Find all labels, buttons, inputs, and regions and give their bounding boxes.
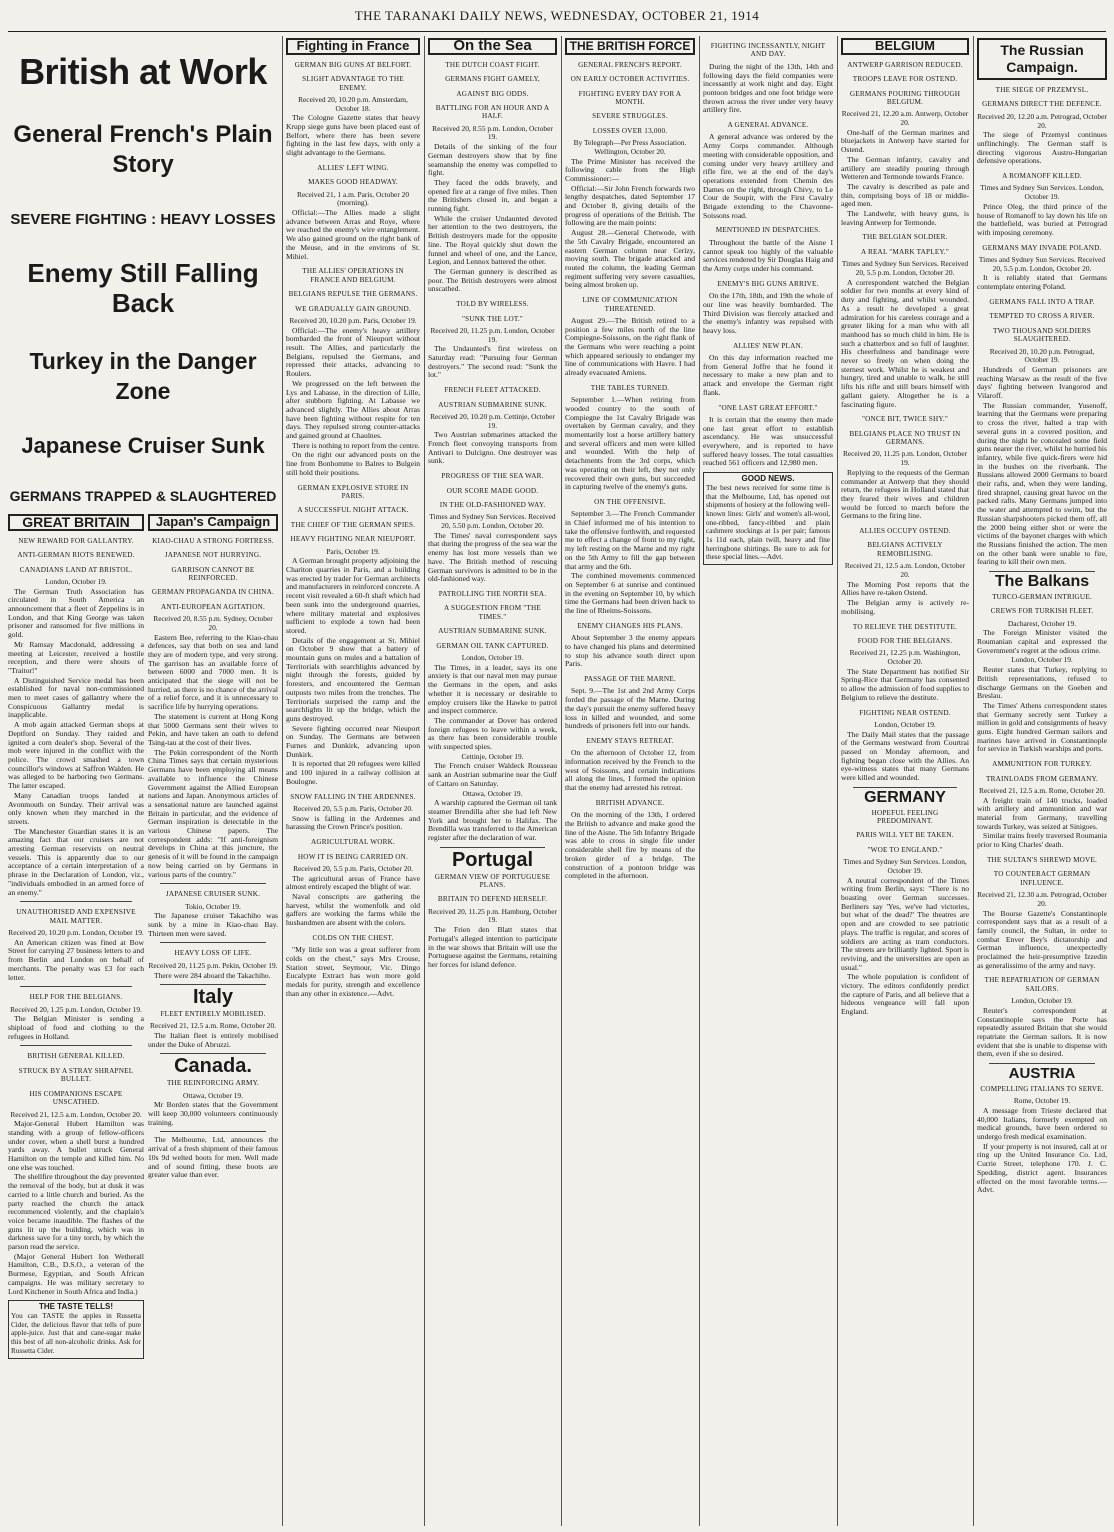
france-section (286, 36, 420, 1526)
dateline: Paris, October 19. (326, 546, 380, 556)
article-paragraph: Similar trains freely traversed Roumania prior to King Charles' death. (977, 831, 1107, 850)
article-paragraph: Sept. 9.—The 1st and 2nd Army Corps forded the passage of the Marne. During the day's pursuit the enemy suffered heavy loss in killed and wounded, and some hundreds of prisoners fell into our hands. (565, 686, 695, 731)
article-paragraph: It is reliably stated that Germans contemplate entering Poland. (977, 273, 1107, 292)
article-paragraph: Mr Ramsay Macdonald, addressing a meeting at Leicester, received a hostile reception, and there were shouts of "Traitor!" (8, 639, 144, 675)
subheading: GERMANS FALL INTO A TRAP. (989, 297, 1095, 306)
article-paragraph: Reuter's correspondent at Constantinople says the Porte has repeatedly assured Britain that she would repatriate the German sailors. It is now evident that she is unable to dispense with them, even if she so desired. (977, 1005, 1107, 1059)
british-force-section (565, 36, 695, 1526)
front-headlines (8, 40, 278, 505)
subheading: AMMUNITION FOR TURKEY. (992, 760, 1092, 769)
subheading: WE GRADUALLY GAIN GROUND. (295, 304, 411, 313)
subheading: HEAVY LOSS OF LIFE. (174, 949, 252, 958)
subheading: GERMAN EXPLOSIVE STORE IN PARIS. (297, 483, 409, 500)
portugal-heading: Portugal (451, 848, 534, 871)
japan-section (148, 512, 278, 1526)
subheading: TEMPTED TO CROSS A RIVER. (989, 312, 1095, 321)
balkans-heading: The Balkans (994, 573, 1090, 591)
ad-text: The best news received for some time is that the Melbourne, Ltd, has opened out shipments of hosiery at the following well-known lines: Girls' and women's all-wool, one-ribbed, fancy-ribbed and plain cashmere stockings at 1s per pair; famous 1s 11d each, plain twill, heavy and fine herringbone shirtings. Be sure to ask for these special lines.—Advt. (706, 483, 830, 562)
subheading: MAKES GOOD HEADWAY. (308, 178, 398, 187)
article-paragraph: The Belgian Minister is sending a shipload of food and clothing to the refugees in Holland. (8, 1014, 144, 1041)
subheading: CANADIANS LAND AT BRISTOL. (19, 565, 133, 574)
subheading: STRUCK BY A STRAY SHRAPNEL BULLET. (18, 1066, 134, 1084)
subheading: THE BELGIAN SOLDIER. (862, 233, 948, 242)
section-rule (989, 571, 1095, 572)
subheading: ENEMY'S BIG GUNS ARRIVE. (717, 279, 819, 288)
subheading: ANTWERP GARRISON REDUCED. (847, 60, 963, 69)
article-paragraph: The Italian fleet is entirely mobilised under the Duke of Abruzzi. (148, 1031, 278, 1049)
dateline: Received 20, 10.20 p.m. London, October 19. (8, 928, 144, 938)
subheading: PARIS WILL YET BE TAKEN. (856, 831, 954, 840)
subheading: ALLIES' NEW PLAN. (733, 341, 803, 350)
column-rule (699, 36, 700, 1526)
headline-japanese-cruiser: Japanese Cruiser Sunk (21, 433, 265, 458)
subheading: GERMANS MAY INVADE POLAND. (982, 243, 1102, 252)
subheading: OUR SCORE MADE GOOD. (446, 486, 539, 495)
dateline: Times and Sydney Sun Services. Received 20, 5.5 p.m. London, October 20. (841, 259, 969, 277)
dateline: Received 21, 12.20 a.m. Antwerp, October 20. (841, 109, 969, 128)
dateline: Times and Sydney Sun Services. London, October 19. (980, 183, 1104, 202)
article-paragraph: Two Austrian submarines attacked the French fleet convoying transports from Antivari to Dulcigno. One destroyer was sunk. (428, 430, 557, 466)
subheading: TOLD BY WIRELESS. (456, 300, 529, 309)
article-paragraph: Reuter states that Turkey, replying to British representations, refused to discharge Germans on the Goeben and Breslau. (977, 665, 1107, 701)
subheading: AGRICULTURAL WORK. (311, 838, 395, 847)
subheading: GERMANS FIGHT GAMELY, (445, 75, 540, 84)
subheading: FOOD FOR THE BELGIANS. (857, 636, 953, 645)
article-paragraph: The Morning Post reports that the Allies have re-taken Ostend. (841, 579, 969, 598)
article-paragraph: Details of the engagement at St. Mihiel on October 9 show that a battery of mountain guns on mules and a battalion of Territorials with searchlights advanced by night through the forests, guided by foresters, and encountered the German outposts two miles from the trenches. The Territorials surprised the camp and the searchlights lit up the bridge, which the guns destroyed. (286, 635, 420, 723)
russia-heading: The Russian Campaign. (977, 38, 1107, 80)
article-paragraph: During the night of the 13th, 14th and following days the field companies were incessantly at work night and day. Eight pontoon bridges and one foot bridge were thrown across the river under very heavy artillery fire. (703, 61, 833, 115)
subheading: THE REPATRIATION OF GERMAN SAILORS. (984, 976, 1100, 993)
article-paragraph: Official:—The Allies made a slight advance between Arras and Roye, where we reached the enemy's wire entanglement. We also gained ground on the right bank of the Meuse, and in the environs of St. Mihiel. (286, 208, 420, 261)
article-paragraph: An American citizen was fined at Bow Street for carrying 27 business letters to and from Berlin and London on behalf of merchants. The penalty was £3 for each letter. (8, 937, 144, 982)
article-paragraph: The German Truth Association has circulated in South America an announcement that a fleet of Zeppelins is in London, and that King George was taken prisoner and ransomed for five millions in gold. (8, 586, 144, 640)
germany-heading: GERMANY (864, 788, 946, 806)
article-paragraph: The shellfire throughout the day prevented the removal of the body, but at dusk it was carried to a little church and buried. As the party reached the church the attack recommenced violently, and the chaplain's voice became inaudible. The flashes of the guns lit up the building, which was in darkness save for a tiny torch, by which the parson read the service. (8, 1172, 144, 1252)
sea-heading: On the Sea (428, 38, 557, 55)
subheading: ENEMY CHANGES HIS PLANS. (577, 621, 683, 630)
subheading: PROGRESS OF THE SEA WAR. (441, 472, 544, 481)
dateline: Received 20, 10.20 p.m. Paris, October 19. (289, 315, 417, 325)
headline-enemy-falling-back: Enemy Still Falling Back (27, 258, 259, 318)
article-paragraph: A warship captured the German oil tank steamer Brendilla after she had left New York and brought her to Halifax. The Brendilla was transferred to the American register after the declaration of war. (428, 798, 557, 843)
article-paragraph: The Manchester Guardian states it is an amazing fact that our cruisers are not arresting German reservists on neutral vessels. This is apparently due to our acceptance of a certain interpretation of a phrase in the Declaration of London, viz., "individuals embodied in an armed force of an enemy." (8, 826, 144, 897)
dateline: Received 20, 10.20 p.m. Cettinje, October 19. (430, 411, 555, 430)
subheading: THE SULTAN'S SHREWD MOVE. (986, 855, 1098, 864)
subheading: THE TABLES TURNED. (590, 383, 670, 392)
article-paragraph: There were 284 aboard the Takachiho. (154, 970, 271, 980)
article-paragraph: The Daily Mail states that the passage of the Germans westward from Courtrai passed on Monday afternoon, and fighting began close with the Allies. An eye-witness states that many Germans were killed and wounded. (841, 729, 969, 783)
subheading: BRITAIN TO DEFEND HERSELF. (437, 895, 548, 904)
advertisement: The Melbourne, Ltd, announces the arrival of a fresh shipment of their famous 10s 9d welted boots for men. Well made and of sound fitting, these boots are greater value than ever. (148, 1135, 278, 1180)
advertisement (8, 1300, 144, 1358)
belgium-heading: BELGIUM (841, 38, 969, 55)
subheading: THE SIEGE OF PRZEMYSL. (995, 86, 1089, 94)
article-paragraph: August 28.—General Chetwode, with the 5th Cavalry Brigade, encountered an eastern German column near Cerizy, moving south. The brigade attacked and routed the column, the leading German regiment suffering very severe casualties, being almost broken up. (565, 228, 695, 290)
subheading: ANTI-EUROPEAN AGITATION. (160, 602, 266, 611)
subheading: HOW IT IS BEING CARRIED ON. (297, 852, 409, 861)
section-rule (160, 942, 266, 943)
article-paragraph: It is reported that 20 refugees were killed and 100 injured in a railway collision at Boulogne. (286, 759, 420, 786)
article-paragraph: The German gunnery is described as poor. The British destroyers were almost unscathed. (428, 266, 557, 294)
subheading: ALLIES' LEFT WING. (317, 163, 389, 172)
article-paragraph: The cavalry is described as pale and thin, comprising boys of 18 or middle-aged men. (841, 181, 969, 209)
section-rule (20, 1045, 132, 1046)
dateline: Received 21, 12.5 a.m. Rome, October 20. (978, 785, 1106, 795)
article-paragraph: The Undaunted's first wireless on Saturday read: "Pursuing four German destroyers." The second read: "Sunk the lot." (428, 344, 557, 380)
article-paragraph: The State Department has notified Sir Spring-Rice that Germany has consented to allow the admission of food supplies to Belgium to relieve the destitute. (841, 666, 969, 702)
section-rule (20, 986, 132, 987)
dateline: London, October 19. (1011, 996, 1073, 1006)
dateline: Tokio, October 19. (185, 901, 241, 911)
subheading: "SUNK THE LOT." (461, 314, 524, 323)
dateline: By Telegraph—Per Press Association. Wellington, October 20. (573, 138, 687, 156)
headline-british-at-work: British at Work (19, 51, 267, 92)
article-paragraph: Official:—The enemy's heavy artillery bombarded the front of Nieuport without result. The Allies, and particularly the Belgians, repulsed the Germans, and repressed their attacks, advancing to Roulers. (286, 325, 420, 379)
subheading: GERMAN OIL TANK CAPTURED. (436, 641, 549, 650)
subheading: HIS COMPANIONS ESCAPE UNSCATHED. (29, 1089, 123, 1107)
subheading: TROOPS LEAVE FOR OSTEND. (852, 75, 958, 84)
subheading: ON EARLY OCTOBER ACTIVITIES. (570, 75, 690, 84)
subheading: GERMAN PROPAGANDA IN CHINA. (151, 588, 275, 597)
subheading: GERMAN BIG GUNS AT BELFORT. (294, 60, 412, 69)
article-paragraph: A mob again attacked German shops at Deptford on Sunday. They raided and ignited a corn dealer's shop. Several of the mob were injured in the conflict with the police. The crowd smashed a town councillor's windows at Saffron Walden. He was alleged to be harboring two Germans. The latter escaped. (8, 720, 144, 791)
section-rule (989, 1063, 1095, 1064)
subheading: UNAUTHORISED AND EXPENSIVE MAIL MATTER. (16, 908, 136, 925)
subheading: ON THE OFFENSIVE. (594, 497, 666, 506)
british-force-continued (703, 36, 833, 1526)
article-paragraph: A German brought property adjoining the Chariton quarries in Paris, and a building was erected by trader for German architects and manufacturers in reinforced concrete. A recent visit revealed a 60-ft shaft which had been sunk into the underground quarries, where military material and explosives sufficient to explode a town had been stored. (286, 556, 420, 635)
dateline: London, October 19. (1011, 655, 1073, 665)
article-paragraph: The Cologne Gazette states that heavy Krupp siege guns have been placed east of Belfort, where there has been severe fighting in the last few days, with only a slight advantage to the Germans. (286, 113, 420, 158)
article-paragraph: Eastern Bee, referring to the Kiao-chau defences, say that both on sea and land they are of modern type, and very strong. The garrison has an available force of between 6000 and 7000 men. It is anticipated that the siege will not be hurried, as there is no chance of the arrival of a relief force, and it is unnecessary to sacrifice life by hurrying operations. (148, 632, 278, 712)
column-rule (424, 36, 425, 1526)
article-paragraph: The statement is current at Hong Kong that 5000 Germans sent their wives to Pekin, and have taken an oath to defend Tsing-tau at the cost of their lives. (148, 711, 278, 747)
subheading: FRENCH FLEET ATTACKED. (444, 386, 541, 395)
article-paragraph: While the cruiser Undaunted devoted her attention to the two destroyers, the British destroyers made for the opposite line. The Royal quickly shut down the funnel and wheel of one, and the Lance, Legion, and Lennox battered the other. (428, 213, 557, 267)
dateline: Dacharest, October 19. (1007, 618, 1077, 628)
section-rule (160, 984, 266, 985)
article-paragraph: Details of the sinking of the four German destroyers show that by fine seamanship the enemy was compelled to fight. (428, 142, 557, 178)
austria-heading: AUSTRIA (1008, 1065, 1076, 1083)
article-paragraph: The Foreign Minister visited the Roumanian capital and expressed the Government's regret at the odious crime. (977, 628, 1107, 655)
subheading: GARRISON CANNOT BE REINFORCED. (171, 565, 255, 582)
article-paragraph: The Pekin correspondent of the North China Times says that certain mysterious Germans have been employing all means available to influence the Chinese Government against the Allied European nations and Japan. Anonymous articles of a sensational nature are launched against Britain in particular, and the evidence of German inspiration is detectable in the various Chinese papers. The correspondent adds: "If anti-foreignism develops in China at this juncture, the genesis of it will be found in the campaign now being carried on by Germans in various parts of the country." (148, 747, 278, 879)
subheading: THE DUTCH COAST FIGHT. (445, 60, 540, 69)
subheading: A GENERAL ADVANCE. (727, 121, 809, 130)
subheading: GERMANS DIRECT THE DEFENCE. (982, 100, 1102, 109)
dateline: Received 20, 1.25 p.m. London, October 19. (10, 1004, 142, 1014)
sea-section (428, 36, 557, 1526)
article-paragraph: The Bourse Gazette's Constantinople correspondent says that as a result of a family council, the Sultan, in order to combat Enver Bey's dictatorship and German influence, unexpectedly proclaimed the heir-presumptive Izzedin as generalissimo of the army and navy. (977, 908, 1107, 970)
section-rule (440, 847, 545, 848)
subheading: AGAINST BIG ODDS. (456, 89, 529, 98)
dateline: Times and Sydney Sun Services. London, October 19. (843, 857, 967, 875)
article-paragraph: The combined movements commenced on September 6 at sunrise and continued in the evening on September 10, by which time the Germans had been driven back to the line of Rheims-Soissons. (565, 571, 695, 616)
subheading: LINE OF COMMUNICATION THREATENED. (582, 296, 678, 313)
subheading: IN THE OLD-FASHIONED WAY. (439, 500, 546, 509)
dateline: London, October 19. (45, 576, 107, 586)
article-paragraph: The Belgian army is actively re-mobilising. (841, 598, 969, 616)
canada-heading: Canada. (174, 1055, 252, 1078)
dateline: Received 20, 11.25 p.m. Hamburg, October 19. (428, 906, 557, 925)
subheading: THE REINFORCING ARMY. (166, 1079, 260, 1088)
article-paragraph: On the 17th, 18th, and 19th the whole of our line was heavily bombarded. The Third Division was fiercely attacked and the enemy's infantry was repulsed with heavy loss. (703, 291, 833, 335)
article-paragraph: Many Canadian troops landed at Avonmouth on Sunday. Their arrival was only known when they marched in the streets. (8, 790, 144, 826)
article-paragraph: There is nothing to report from the centre. (292, 440, 420, 450)
article-paragraph: They faced the odds bravely, and opened fire at a range of five miles. Then the Britishers closed in, and began a running fight. (428, 177, 557, 214)
subheading: COMPELLING ITALIANS TO SERVE. (980, 1084, 1104, 1093)
advertisement: "My little son was a great sufferer from colds on the chest," says Mrs Crouse, Station street, Seymour, Vic. Dingo Eucalypte Extract has won more gold medals for purity, strength and excellence than any other in existence.—Advt. (286, 945, 420, 998)
article-paragraph: The Russian commander, Yusenoff, learning that the Germans were preparing to cross the river, halted a trap with several guns in a covered position, and during the night he concealed some field guns nearer the river, whilst he hurried his infantry, while five quick-firers were hid in the bushes on the riverbank. The Russians allowed 2000 Germans to board their rafts, and, when they were landing, fired shrapnel, causing great havoc on the packed rafts. Many Germans jumped into the water and attempted to swim, but the Russian sharpshooters picked them off, all the 2000 being either shot or were the victims of the bayonet charges with which the Russians finished the action. The men on the other bank were unable to fire, fearing to kill their own men. (977, 400, 1107, 567)
article-paragraph: We progressed on the left between the Lys and Labasse, in the direction of Lille, after stubborn fighting. At Labasse we advanced slightly. The Allies about Arras have been fighting without respite for ten days. They repulsed strong counter-attacks and gained ground at Chaulnes. (286, 378, 420, 441)
dateline: London, October 19. (874, 719, 936, 729)
article-paragraph: One-half of the German marines and bluejackets in Antwerp have started for Ostend. (841, 127, 969, 155)
article-paragraph: The Times' naval correspondent says that during the progress of the sea war the enemy has lost more vessels than we have. The British method of rescuing German survivors is admitted to be in the old-fashioned way. (428, 530, 557, 584)
masthead-rule (8, 31, 1106, 32)
section-rule (160, 883, 266, 884)
article-paragraph: The Prime Minister has received the following cable from the High Commissioner:— (565, 156, 695, 183)
subheading: "ONCE BIT, TWICE SHY." (862, 415, 948, 424)
italy-heading: Italy (192, 986, 234, 1009)
dateline: Received 20, 8.55 p.m. London, October 19. (432, 123, 553, 142)
article-paragraph: A freight train of 140 trucks, loaded with artillery and ammunition and war material from Germany, travelling towards Turkey, was seized at Sinigoes. (977, 795, 1107, 831)
dateline: Received 21, 12.5 a.m. Rome, October 20. (149, 1021, 277, 1031)
subheading: TWO THOUSAND SOLDIERS SLAUGHTERED. (993, 326, 1091, 344)
article-paragraph: September 1.—When retiring from wooded country to the south of Compiegne the 1st Cavalry Brigade was overtaken by German cavalry, and they momentarily lost a horse artillery battery and several officers and men were killed and wounded. With the help of detachments from the 3rd corps, which was operating on their left, they not only recovered their own guns, but succeeded in capturing twelve of the enemy's guns. (565, 395, 695, 492)
dateline: Received 21, 12.25 p.m. Washington, October 20. (849, 648, 961, 667)
subheading: THE CHIEF OF THE GERMAN SPIES. (290, 520, 416, 529)
subheading: BELGIANS REPULSE THE GERMANS. (288, 290, 418, 299)
column-rule (561, 36, 562, 1526)
dateline: Received 20, 11.25 p.m. London, October 19. (842, 449, 968, 468)
subheading: A SUCCESSFUL NIGHT ATTACK. (297, 506, 409, 515)
headline-turkey: Turkey in the Danger Zone (29, 348, 257, 404)
subheading: "ONE LAST GREAT EFFORT." (718, 403, 818, 412)
great-britain-section (8, 512, 144, 1526)
headline-germans-trapped: GERMANS TRAPPED & SLAUGHTERED (9, 488, 277, 504)
dateline: Times and Sydney Sun Services. Received 20, 5.50 p.m. London, October 20. (429, 512, 556, 531)
subheading: "WOE TO ENGLAND." (867, 845, 943, 854)
subheading: THE ALLIES' OPERATIONS IN FRANCE AND BELGIUM. (302, 267, 404, 284)
dateline: Received 21, 12.5 a.m. London, October 20. (844, 561, 966, 579)
dateline: Received 20, 5.5 p.m. Paris, October 20. (293, 803, 413, 813)
article-paragraph: Mr Borden states that the Government will keep 30,000 volunteers continuously training. (148, 1100, 278, 1127)
dateline: Received 20, 11.25 p.m. London, October 19. (430, 325, 555, 344)
subheading: TO COUNTERACT GERMAN INFLUENCE. (993, 870, 1091, 887)
dateline: Ottawa, October 19. (462, 788, 523, 798)
russia-section (977, 36, 1107, 1526)
subheading: TO RELIEVE THE DESTITUTE. (852, 622, 958, 631)
subheading: COLDS ON THE CHEST. (312, 933, 394, 942)
subheading: KIAO-CHAU A STRONG FORTRESS. (152, 536, 274, 545)
subheading: GERMANS POURING THROUGH BELGIUM. (849, 89, 961, 106)
column-rule (282, 36, 283, 1526)
article-paragraph: The whole population is confident of victory. The editors confidently predict the capture of Paris, and all believe that a hideous vengeance will fall upon England. (841, 972, 969, 1017)
subheading: HEAVY FIGHTING NEAR NIEUPORT. (290, 535, 416, 544)
subheading: AUSTRIAN SUBMARINE SUNK. (438, 400, 547, 409)
subheading: BELGIANS ACTIVELY REMOBILISING. (867, 541, 943, 558)
dateline: Ottawa, October 19. (183, 1090, 243, 1100)
subheading: ENEMY STAYS RETREAT. (586, 736, 674, 745)
section-rule (160, 1131, 266, 1132)
dateline: Cettinje, October 19. (461, 751, 524, 761)
advertisement (703, 472, 833, 565)
subheading: AUSTRIAN SUBMARINE SUNK. (438, 627, 547, 636)
ad-title: THE TASTE TELLS! (38, 1302, 114, 1312)
subheading: TRAINLOADS FROM GERMANY. (986, 774, 1098, 783)
dateline: Received 20, 10.20 p.m. Petrograd, October 19. (989, 346, 1095, 365)
article-paragraph: Replying to the requests of the German commander at Antwerp that they should return, the refugees in Holland stated that they feared their wives and children would be forced to march before the Germans to the firing line. (841, 467, 969, 521)
section-rule (20, 901, 132, 902)
dateline: Received 20, 8.55 p.m. Sydney, October 20. (153, 614, 273, 632)
article-paragraph: On the afternoon of October 12, from information received by the French to the west of Soissons, and certain indications all along the lines, I formed the opinion that the enemy had arrested his retreat. (565, 748, 695, 793)
article-paragraph: A correspondent watched the Belgian soldier for two months at every kind of duty and fighting, and whilst wounded. As a result he developed a great admiration for his careless courage and a greater liking for a man who with all manhood has so much child in him. He is such a chatterbox and so full of laughter. His cheerfulness and bandinage were never so freely on when doing the sternest work. Whilst he is weakest and hungry, tired and unable to walk, he still lifts his rifle and still bears himself with gallant gaiety. Altogether he is a fascinating figure. (841, 277, 969, 409)
article-paragraph: The Times' Athens correspondent states that Germany secretly sent Turkey a million in gold and consignments of heavy guns. Eight hundred German sailors and marines have arrived in Constantinople for service in Turkish warships and ports. (977, 700, 1107, 754)
subheading: BELGIANS PLACE NO TRUST IN GERMANS. (849, 429, 961, 447)
section-rule (160, 1053, 266, 1054)
subheading: JAPANESE NOT HURRYING. (164, 551, 262, 560)
article-paragraph: The Frien den Blatt states that Portugal's alleged intention to participate in the war shows that Britain will use the Portuguese against the Germans, retaining her forces for island defence. (428, 925, 557, 969)
dateline: Times and Sydney Sun Services. Received 20, 5.5 p.m. London, October 20. (978, 255, 1106, 273)
subheading: JAPANESE CRUISER SUNK. (165, 890, 261, 899)
article-paragraph: On the right our advanced posts on the line from Bonhomme to Balres to Bulgein still hold their positions. (286, 450, 420, 477)
subheading: SLIGHT ADVANTAGE TO THE ENEMY. (302, 75, 404, 92)
subheading: ANTI-GERMAN RIOTS RENEWED. (17, 551, 135, 560)
subheading: HELP FOR THE BELGIANS. (29, 993, 123, 1002)
article-paragraph: The siege of Przemysl continues unflinchingly. The German staff is directing vigorous Austro-Hungarian defensive operations. (977, 130, 1107, 166)
article-paragraph: On the morning of the 13th, I ordered the British to advance and make good the line of the Aisne. The 5th Infantry Brigade was able to cross in single file under considerable shell fire by means of the broken girder of a bridge. The construction of a pontoon bridge was completed in the afternoon. (565, 810, 695, 881)
subheading: A SUGGESTION FROM "THE TIMES." (444, 604, 541, 621)
article-paragraph: Prince Oleg, the third prince of the house of Romanoff to lay down his life on the battlefield, was buried at Petrograd with imposing ceremony. (977, 201, 1107, 237)
british-force-heading: THE BRITISH FORCE (565, 38, 695, 55)
subheading: SEVERE STRUGGLES. (592, 112, 668, 121)
dateline: Received 20, 11.25 p.m. Pekin, October 19. (148, 960, 278, 970)
dateline: Rome, October 19. (1013, 1096, 1071, 1106)
subheading: NEW REWARD FOR GALLANTRY. (18, 536, 134, 545)
subheading: BRITISH GENERAL KILLED. (27, 1052, 125, 1061)
subheading: MENTIONED IN DESPATCHES. (715, 226, 821, 235)
article-paragraph: Hundreds of German prisoners are reaching Warsaw as the result of the five days' fighting between Ivangorod and Vilaroff. (977, 364, 1107, 401)
article-paragraph: The agricultural areas of France have almost entirely escaped the blight of war. (286, 873, 420, 892)
headline-general-french: General French's Plain Story (13, 121, 273, 178)
subheading: PASSAGE OF THE MARNE. (584, 675, 676, 684)
masthead: THE TARANAKI DAILY NEWS, WEDNESDAY, OCTOBER 21, 1914 (354, 8, 760, 23)
france-heading: Fighting in France (286, 38, 420, 55)
article-paragraph: (Major General Hubert Ion Wetherall Hamilton, C.B., D.S.O., a veteran of the Burmese, Egyptian, and South African campaigns. He was military secretary to Lord Kitchener in South Africa and India.) (8, 1251, 144, 1296)
dateline: Received 20, 10.20 p.m. Amsterdam, October 18. (298, 94, 408, 113)
column-rule (973, 36, 974, 1526)
subheading: A REAL "MARK TAPLEY." (860, 247, 950, 256)
article-paragraph: Snow is falling in the Ardennes and harassing the Crown Prince's position. (286, 813, 420, 832)
article-paragraph: August 29.—The British retired to a position a few miles north of the line Compiegne-Soissons, on the right flank of the Germans who were reaching a point which appeared seriously to endanger my line of communications with Havre. I had already evacuated Amiens. (565, 315, 695, 378)
dateline: Received 20, 12.20 a.m. Petrograd, October 20. (977, 111, 1107, 130)
article-paragraph: The commander at Dover has ordered foreign refugees to leave within a week, as there has been considerable trouble with suspected spies. (428, 715, 557, 752)
article-paragraph: Throughout the battle of the Aisne I cannot speak too highly of the valuable services rendered by Sir Douglas Haig and the Army corps under his command. (703, 237, 833, 273)
dateline: London, October 19. (461, 653, 524, 663)
subheading: FIGHTING INCESSANTLY, NIGHT AND DAY. (710, 42, 826, 59)
article-paragraph: It is certain that the enemy then made one last great effort to establish ascendancy. He was unsuccessful everywhere, and is reported to have suffered heavy losses. The total casualties reached 561 officers and 12,980 men. (703, 414, 833, 468)
section-rule (853, 787, 957, 788)
article-paragraph: A general advance was ordered by the Army Corps commander. Although meeting with considerable opposition, and coming under very heavy artillery and rifle fire, we at the end of the day's operations extended from Chemin des Dames on the right, through Chivy, to Le Cour de Soupir, with the First Cavalry Brigade extending to the Chavonne-Soissons road. (703, 132, 833, 220)
subheading: LOSSES OVER 13,000. (592, 126, 668, 135)
great-britain-heading: GREAT BRITAIN (8, 514, 144, 531)
article-paragraph: A neutral correspondent of the Times writing from Berlin, says: "There is no boasting over German successes. Berliners say 'Yes, we've had victories, but what of the dead?' The theatres are open and are crowded to see patriotic plays. The traffic is regular, and scores of soldiers are acting as tram conductors. The streets are brilliantly lighted. Sport is reviving, and the universities are open as usual." (841, 875, 969, 972)
subheading: GERMAN VIEW OF PORTUGUESE PLANS. (434, 872, 551, 889)
article-paragraph: The Japanese cruiser Takachiho was sunk by a mine in Kiao-chau Bay. Thirteen men were saved. (148, 911, 278, 938)
subheading: BATTLING FOR AN HOUR AND A HALF. (435, 103, 550, 121)
article-paragraph: Naval conscripts are gathering the harvest, whilst the womenfolk and old gaffers are working the farms while the husbandmen are absent with the colors. (286, 892, 420, 928)
article-paragraph: About September 3 the enemy appears to have changed his plans and determined to stop his advance south direct upon Paris. (565, 633, 695, 669)
japan-heading: Japan's Campaign (148, 514, 278, 531)
article-paragraph: The Landwehr, with heavy guns, is leaving Antwerp for Termonde. (841, 209, 969, 227)
article-paragraph: Major-General Hubert Hamilton was standing with a group of fellow-officers under cover, when a shell burst a hundred yards away. A bullet struck General Hamilton on the temple and killed him. No one else was touched. (8, 1119, 144, 1172)
ad-title: GOOD NEWS. (741, 474, 795, 484)
article-paragraph: The German infantry, cavalry and artillery are steadily pouring through Wetteren and Termonde towards France. (841, 154, 969, 182)
article-paragraph: The Times, in a leader, says its one anxiety is that our naval men may pursue the Germans in the open, and asks whether it is necessary or desirable to employ cruisers like the Hawke to patrol and inspect commerce. (428, 662, 557, 716)
article-paragraph: On this day information reached me from General Joffre that he found it necessary to make a new plan and to attack and envelope the German right flank. (703, 353, 833, 397)
article-paragraph: The French cruiser Waldeck Rousseau sank an Austrian submarine near the Gulf of Cattaro on Saturday. (428, 761, 557, 788)
dateline: Received 20, 5.5 p.m. Paris, October 20. (293, 863, 413, 873)
subheading: GENERAL FRENCH'S REPORT. (578, 60, 682, 69)
headline-severe-fighting: SEVERE FIGHTING : HEAVY LOSSES (10, 211, 276, 228)
subheading: FLEET ENTIRELY MOBILISED. (160, 1009, 266, 1018)
subheading: PATROLLING THE NORTH SEA. (438, 590, 547, 598)
article-paragraph: September 3.—The French Commander in Chief informed me of his intention to take the offensive forthwith, and requested me to effect a change of front to my right, my left resting on the Marne and my right on the 5th Army to fill the gap between that army and the 6th. (565, 509, 695, 571)
dateline: Received 21, 12.5 a.m. London, October 20. (10, 1109, 142, 1119)
article-paragraph: Official:—Sir John French forwards two lengthy despatches, dated September 17 and October 8, giving details of the progress of operations of the British. The following are the main points: (565, 183, 695, 228)
dateline: Received 21, 12.30 a.m. Petrograd, October 20. (977, 890, 1107, 908)
subheading: BRITISH ADVANCE. (595, 798, 665, 807)
dateline: Received 21, 1 a.m. Paris, October 20 (morning). (296, 189, 410, 208)
subheading: SNOW FALLING IN THE ARDENNES. (290, 792, 416, 801)
subheading: A ROMANOFF KILLED. (1002, 172, 1082, 181)
article-paragraph: Severe fighting occurred near Nieuport on Sunday. The Germans are between Furnes and Dunkirk, advancing upon Dunkirk. (286, 723, 420, 759)
column-rule (837, 36, 838, 1526)
article-paragraph: A message from Trieste declared that 40,000 Italians, formerly exempted on medical grounds, have been ordered to undergo fresh medical examination. (977, 1105, 1107, 1142)
subheading: TURCO-GERMAN INTRIGUE. (992, 592, 1092, 601)
belgium-section (841, 36, 969, 1526)
subheading: FIGHTING EVERY DAY FOR A MONTH. (578, 89, 682, 106)
subheading: FIGHTING NEAR OSTEND. (859, 708, 951, 717)
article-paragraph: A Distinguished Service medal has been established for naval non-commissioned men to meet cases of gallantry where the Conspicuous Gallantry medal is inapplicable. (8, 675, 144, 720)
subheading: HOPEFUL FEELING PREDOMINANT. (871, 808, 939, 825)
subheading: CREWS FOR TURKISH FLEET. (990, 607, 1094, 616)
subheading: ALLIES OCCUPY OSTEND. (859, 527, 951, 536)
advertisement: If your property is not insured, call at or ring up the United Insurance Co. Ltd, Currie Street, telephone 170. J. C. Spedding, district agent. Insurances effected on the most favorable terms.—Advt. (977, 1141, 1107, 1195)
ad-text: You can TASTE the apples in Russetta Cider, the delicious flavor that tells of pure apple-juice. Just that and cane-sugar make this best of all non-alcoholic drinks. Ask for Russetta Cider. (11, 1311, 141, 1355)
